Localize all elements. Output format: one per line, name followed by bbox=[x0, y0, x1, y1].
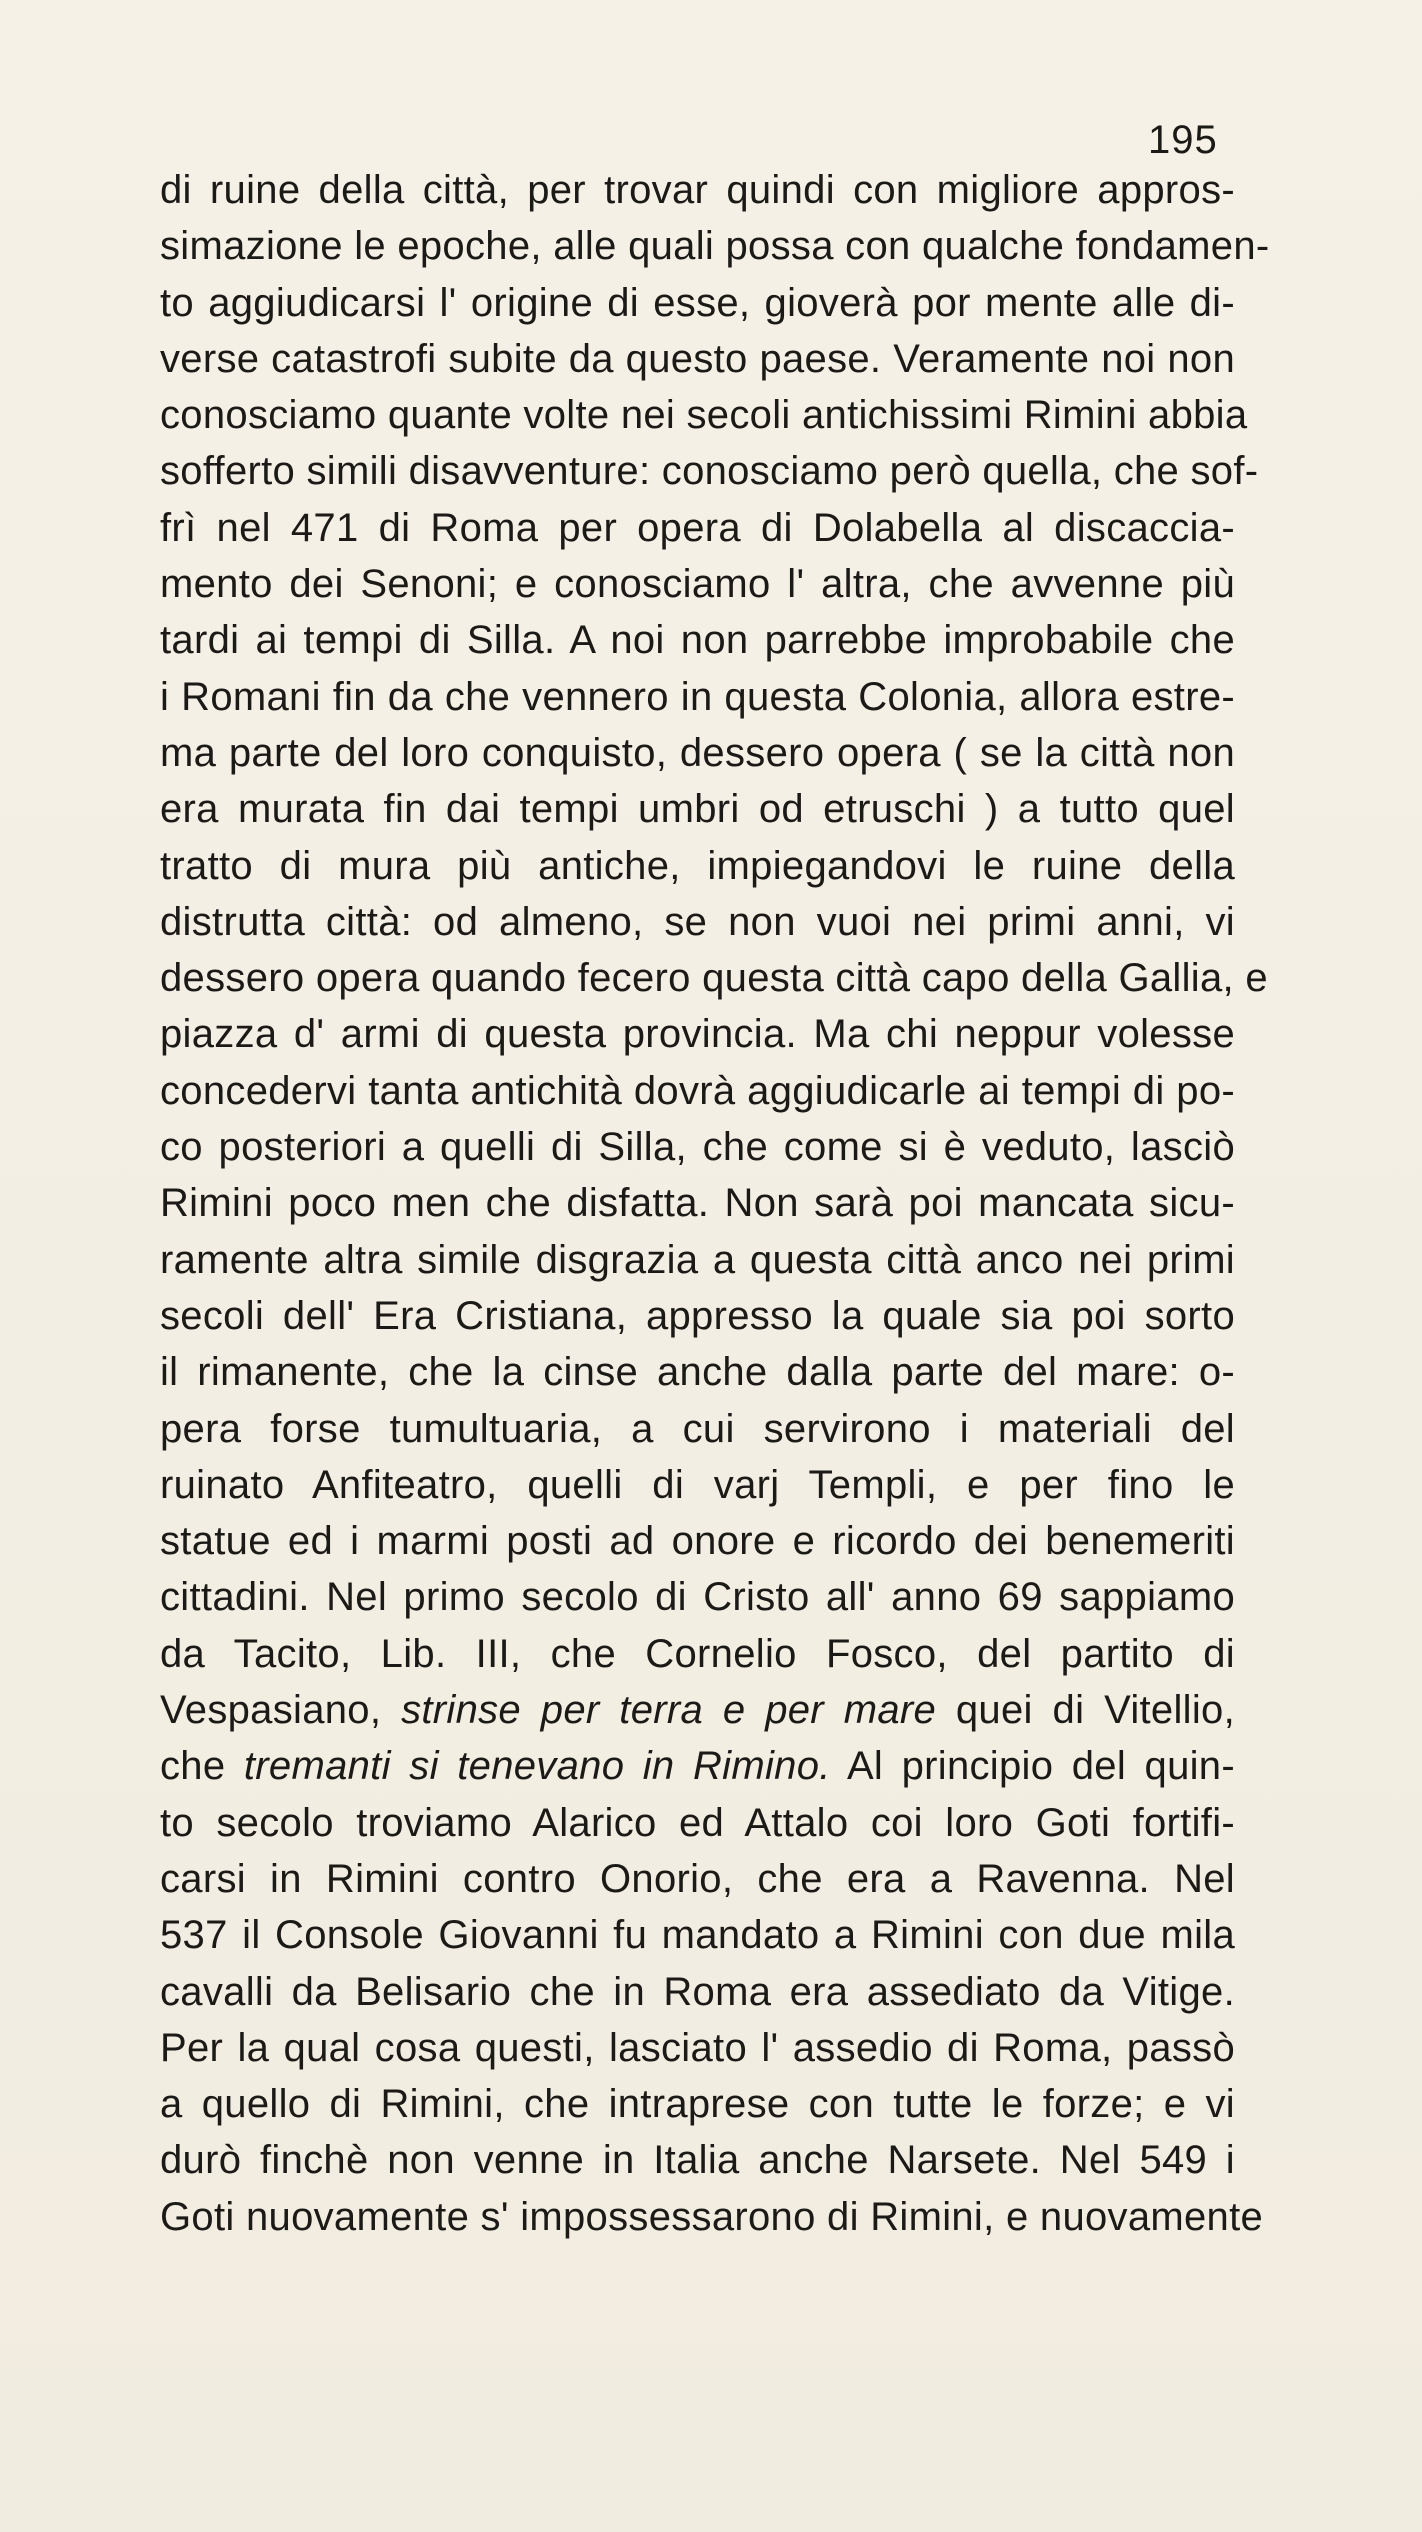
text-line bbox=[160, 162, 1235, 218]
text-line bbox=[160, 2020, 1235, 2076]
italic-quote: strinse per terra e per mare bbox=[401, 1688, 937, 1733]
text-line bbox=[160, 218, 1270, 274]
text-line bbox=[160, 275, 1235, 331]
text-line bbox=[160, 1682, 1235, 1738]
text-run: Per la qual cosa questi, lasciato l' assedio di Roma, passò bbox=[160, 2025, 1235, 2070]
text-line bbox=[160, 725, 1235, 781]
text-run: secoli dell' Era Cristiana, appresso la quale sia poi sorto bbox=[160, 1293, 1235, 1338]
text-line bbox=[160, 1344, 1235, 1400]
text-run: ruinato Anfiteatro, quelli di varj Templi, e per fino le bbox=[160, 1462, 1235, 1507]
text-run: ramente altra simile disgrazia a questa città anco nei primi bbox=[160, 1237, 1235, 1282]
text-run: statue ed i marmi posti ad onore e ricordo dei benemeriti bbox=[160, 1519, 1235, 1564]
text-line bbox=[160, 612, 1235, 668]
text-line bbox=[160, 1626, 1235, 1682]
text-run: il rimanente, che la cinse anche dalla parte del mare: o- bbox=[160, 1350, 1235, 1395]
text-run: da Tacito, Lib. III, che Cornelio Fosco, del partito di bbox=[160, 1631, 1235, 1676]
text-run: frì nel 471 di Roma per opera di Dolabella al discaccia- bbox=[160, 505, 1235, 550]
text-run: carsi in Rimini contro Onorio, che era a Ravenna. Nel bbox=[160, 1856, 1235, 1901]
text-run: pera forse tumultuaria, a cui servirono i materiali del bbox=[160, 1406, 1235, 1451]
text-line bbox=[160, 556, 1235, 612]
text-run: Al principio del quin- bbox=[830, 1744, 1235, 1789]
text-run: Rimini poco men che disfatta. Non sarà poi mancata sicu- bbox=[160, 1181, 1235, 1226]
text-run: Vespasiano, bbox=[160, 1688, 402, 1733]
page-number: 195 bbox=[1148, 118, 1218, 162]
text-run: simazione le epoche, alle quali possa con qualche fondamen- bbox=[160, 224, 1270, 269]
text-line bbox=[160, 894, 1235, 950]
text-line bbox=[160, 1119, 1235, 1175]
text-line bbox=[160, 1795, 1235, 1851]
text-line bbox=[160, 1851, 1235, 1907]
text-run: concedervi tanta antichità dovrà aggiudicarle ai tempi di po- bbox=[160, 1068, 1235, 1113]
text-line bbox=[160, 1063, 1235, 1119]
text-line bbox=[160, 1964, 1235, 2020]
text-line bbox=[160, 1401, 1235, 1457]
text-run: era murata fin dai tempi umbri od etruschi ) a tutto quel bbox=[160, 787, 1235, 832]
text-line bbox=[160, 1232, 1235, 1288]
text-run: conosciamo quante volte nei secoli antichissimi Rimini abbia bbox=[160, 393, 1248, 438]
text-run: dessero opera quando fecero questa città capo della Gallia, e bbox=[160, 956, 1268, 1001]
text-run: sofferto simili disavventure: conosciamo però quella, che sof- bbox=[160, 449, 1259, 494]
text-run: ma parte del loro conquisto, dessero opera ( se la città non bbox=[160, 730, 1235, 775]
text-line bbox=[160, 2132, 1235, 2188]
text-line bbox=[160, 781, 1235, 837]
text-line bbox=[160, 443, 1259, 499]
body-text bbox=[160, 162, 1270, 2245]
text-run: di ruine della città, per trovar quindi con migliore appros- bbox=[160, 168, 1235, 212]
text-line bbox=[160, 2076, 1235, 2132]
text-run: cittadini. Nel primo secolo di Cristo all' anno 69 sappiamo bbox=[160, 1575, 1235, 1620]
text-run: co posteriori a quelli di Silla, che come si è veduto, lasciò bbox=[160, 1125, 1235, 1170]
text-line bbox=[160, 331, 1235, 387]
text-line bbox=[160, 1006, 1235, 1062]
text-run: mento dei Senoni; e conosciamo l' altra, che avvenne più bbox=[160, 562, 1235, 607]
text-run: verse catastrofi subite da questo paese. Veramente noi non bbox=[160, 336, 1235, 381]
text-run: cavalli da Belisario che in Roma era assediato da Vitige. bbox=[160, 1969, 1235, 2014]
text-line bbox=[160, 1738, 1235, 1794]
text-run: tratto di mura più antiche, impiegandovi le ruine della bbox=[160, 843, 1235, 888]
text-run: to secolo troviamo Alarico ed Attalo coi loro Goti fortifi- bbox=[160, 1800, 1235, 1845]
text-run: Goti nuovamente s' impossessarono di Rimini, e nuovamente bbox=[160, 2194, 1264, 2239]
text-run: durò finchè non venne in Italia anche Narsete. Nel 549 i bbox=[160, 2138, 1235, 2183]
text-line bbox=[160, 1175, 1235, 1231]
text-run: a quello di Rimini, che intraprese con tutte le forze; e vi bbox=[160, 2082, 1235, 2127]
text-line bbox=[160, 1457, 1235, 1513]
text-run: 537 il Console Giovanni fu mandato a Rimini con due mila bbox=[160, 1913, 1235, 1958]
text-run: tardi ai tempi di Silla. A noi non parrebbe improbabile che bbox=[160, 618, 1235, 663]
text-line bbox=[160, 1569, 1235, 1625]
text-run: quei di Vitellio, bbox=[936, 1688, 1235, 1733]
text-line bbox=[160, 387, 1248, 443]
text-run: che bbox=[160, 1744, 244, 1789]
text-line bbox=[160, 669, 1235, 725]
text-run: distrutta città: od almeno, se non vuoi nei primi anni, vi bbox=[160, 899, 1235, 944]
text-run: piazza d' armi di questa provincia. Ma chi neppur volesse bbox=[160, 1012, 1235, 1057]
text-line bbox=[160, 950, 1268, 1006]
text-line bbox=[160, 1513, 1235, 1569]
text-line bbox=[160, 2189, 1264, 2245]
text-run: i Romani fin da che vennero in questa Colonia, allora estre- bbox=[160, 674, 1235, 719]
text-run: to aggiudicarsi l' origine di esse, gioverà por mente alle di- bbox=[160, 280, 1235, 325]
text-line bbox=[160, 1907, 1235, 1963]
text-line bbox=[160, 1288, 1235, 1344]
text-line bbox=[160, 500, 1235, 556]
italic-quote: tremanti si tenevano in Rimino. bbox=[243, 1744, 831, 1789]
text-line bbox=[160, 838, 1235, 894]
